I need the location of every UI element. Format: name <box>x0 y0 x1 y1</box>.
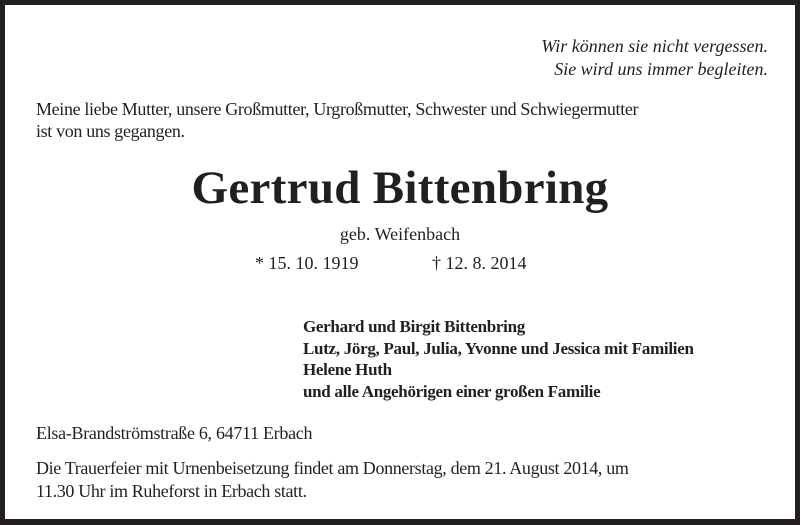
service-info <box>36 457 629 503</box>
birth-date: * 15. 10. 1919 <box>255 253 359 273</box>
obituary-notice <box>5 5 795 519</box>
deceased-name: Gertrud Bittenbring <box>191 162 609 214</box>
mourner-line: Lutz, Jörg, Paul, Julia, Yvonne und Jessica mit Familien <box>303 338 694 358</box>
quote-line: Wir können sie nicht vergessen. <box>541 36 768 56</box>
mourner-line: Gerhard und Birgit Bittenbring <box>303 317 525 336</box>
intro-text <box>36 98 638 142</box>
intro-line: Meine liebe Mutter, unsere Großmutter, Urgroßmutter, Schwester und Schwiegermutter <box>36 99 639 119</box>
service-line: 11.30 Uhr im Ruheforst in Erbach statt. <box>36 481 307 501</box>
death-date: † 12. 8. 2014 <box>432 253 527 273</box>
mourner-line: und alle Angehörigen einer großen Familie <box>303 381 601 401</box>
mourners-list <box>303 316 694 402</box>
service-line: Die Trauerfeier mit Urnenbeisetzung findet am Donnerstag, dem 21. August 2014, um <box>36 458 629 478</box>
mourner-line: Helene Huth <box>303 360 392 379</box>
intro-line: ist von uns gegangen. <box>36 121 185 141</box>
memorial-quote <box>541 35 768 81</box>
address: Elsa-Brandströmstraße 6, 64711 Erbach <box>36 423 313 443</box>
quote-line: Sie wird uns immer begleiten. <box>554 59 768 79</box>
maiden-name: geb. Weifenbach <box>339 224 461 244</box>
